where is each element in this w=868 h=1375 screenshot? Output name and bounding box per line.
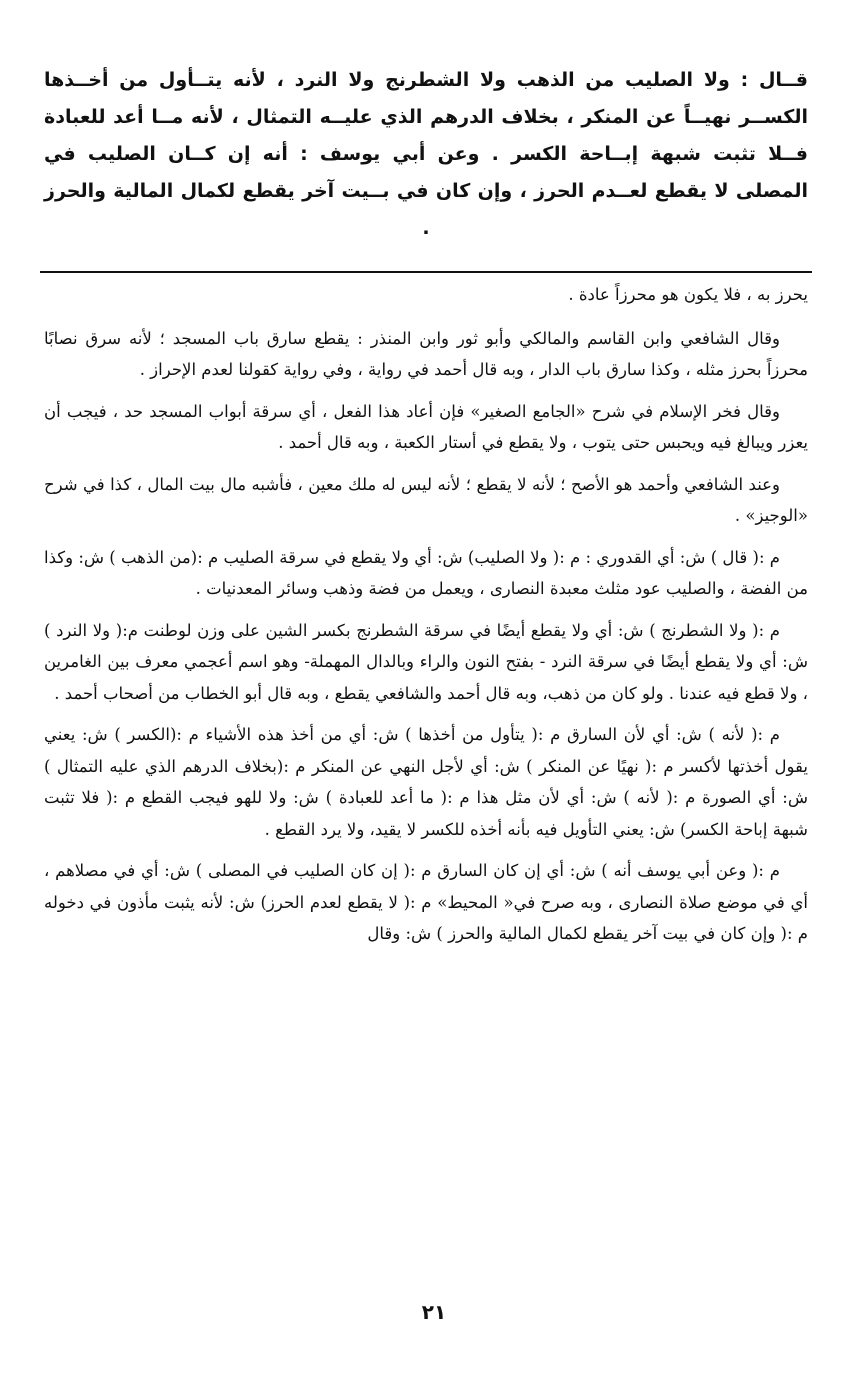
commentary-paragraph-6: م :( ولا الشطرنج ) ش: أي ولا يقطع أيضًا في سرقة الشطرنج بكسر الشين على وزن لوطنت م:( ولا النرد ) ش: أي ولا يقطع أيضًا في سرقة النرد - بفتح النون والراء وبالدال المهملة- وهو اسم أعجمي معرف بين الغامرين ، ولا قطع فيه عندنا . ولو كان من ذهب، وبه قال أحمد والشافعي يقطع ، وبه قال أبو الخطاب من أصحاب أحمد . (44, 620, 808, 703)
commentary-paragraph-1: يحرز به ، فلا يكون هو محرزاً عادة . (568, 285, 808, 304)
document-page (40, 62, 812, 1352)
page-number: ٢١ (421, 1300, 447, 1324)
commentary-paragraph-5: م :( قال ) ش: أي القدوري : م :( ولا الصليب) ش: أي ولا يقطع في سرقة الصليب م :(من الذهب ) ش: وكذا من الفضة ، والصليب عود مثلث معبدة النصارى ، ويعمل من فضة وذهب وسائر المعدنيات . (44, 547, 808, 598)
commentary-paragraph-8: م :( وعن أبي يوسف أنه ) ش: أي إن كان السارق م :( إن كان الصليب في المصلى ) ش: أي في مصلاهم ، أي في موضع صلاة النصارى ، وبه صرح في« المحيط» م :( لا يقطع لعدم الحرز) ش: لأنه يثبت مأذون في دخوله م :( وإن كان في بيت آخر يقطع لكمال المالية والحرز ) ش: وقال (44, 861, 808, 943)
separator-rule (40, 271, 812, 273)
commentary-paragraph-4: وعند الشافعي وأحمد هو الأصح ؛ لأنه لا يقطع ؛ لأنه ليس له ملك معين ، فأشبه مال بيت المال ، كذا في شرح «الوجيز» . (44, 474, 808, 525)
commentary-paragraph-3: وقال فخر الإسلام في شرح «الجامع الصغير» فإن أعاد هذا الفعل ، أي سرقة أبواب المسجد حد ، فيجب أن يعزر ويبالغ فيه ويحبس حتى يتوب ، ولا يقطع في أستار الكعبة ، وبه قال أحمد . (44, 401, 808, 452)
commentary-paragraph-7: م :( لأنه ) ش: أي لأن السارق م :( يتأول من أخذها ) ش: أي من أخذ هذه الأشياء م :(الكسر ) ش: يعني يقول أخذتها لأكسر م :( نهيًا عن المنكر ) ش: أي لأجل النهي عن المنكر م :(بخلاف الدرهم الذي عليه التمثال ) ش: أي الصورة م :( لأنه ) ش: أي لأن مثل هذا م :( ما أعد للعبادة ) ش: ولا للهو فيجب القطع م :( فلا تثبت شبهة إباحة الكسر) ش: يعني التأويل فيه بأنه أخذه للكسر لا يقيد، ولا يرد القطع . (44, 725, 808, 839)
commentary-paragraph-2: وقال الشافعي وابن القاسم والمالكي وأبو ثور وابن المنذر : يقطع سارق باب المسجد ؛ لأنه سرق نصابًا محرزاً بحرز مثله ، وكذا سارق باب الدار ، وبه قال أحمد في رواية ، وفي رواية كقولنا لعدم الإحراز . (44, 328, 808, 379)
main-text-matn: قــال : ولا الصليب من الذهب ولا الشطرنج ولا النرد ، لأنه يتــأول من أخــذها الكســر نهيــاً عن المنكر ، بخلاف الدرهم الذي عليــه التمثال ، لأنه مــا أعد للعبادة فــلا تثبت شبهة إبــاحة الكسر . وعن أبي يوسف : أنه إن كــان الصليب في المصلى لا يقطع لعــدم الحرز ، وإن كان في بــيت آخر يقطع لكمال المالية والحرز . (44, 69, 808, 239)
